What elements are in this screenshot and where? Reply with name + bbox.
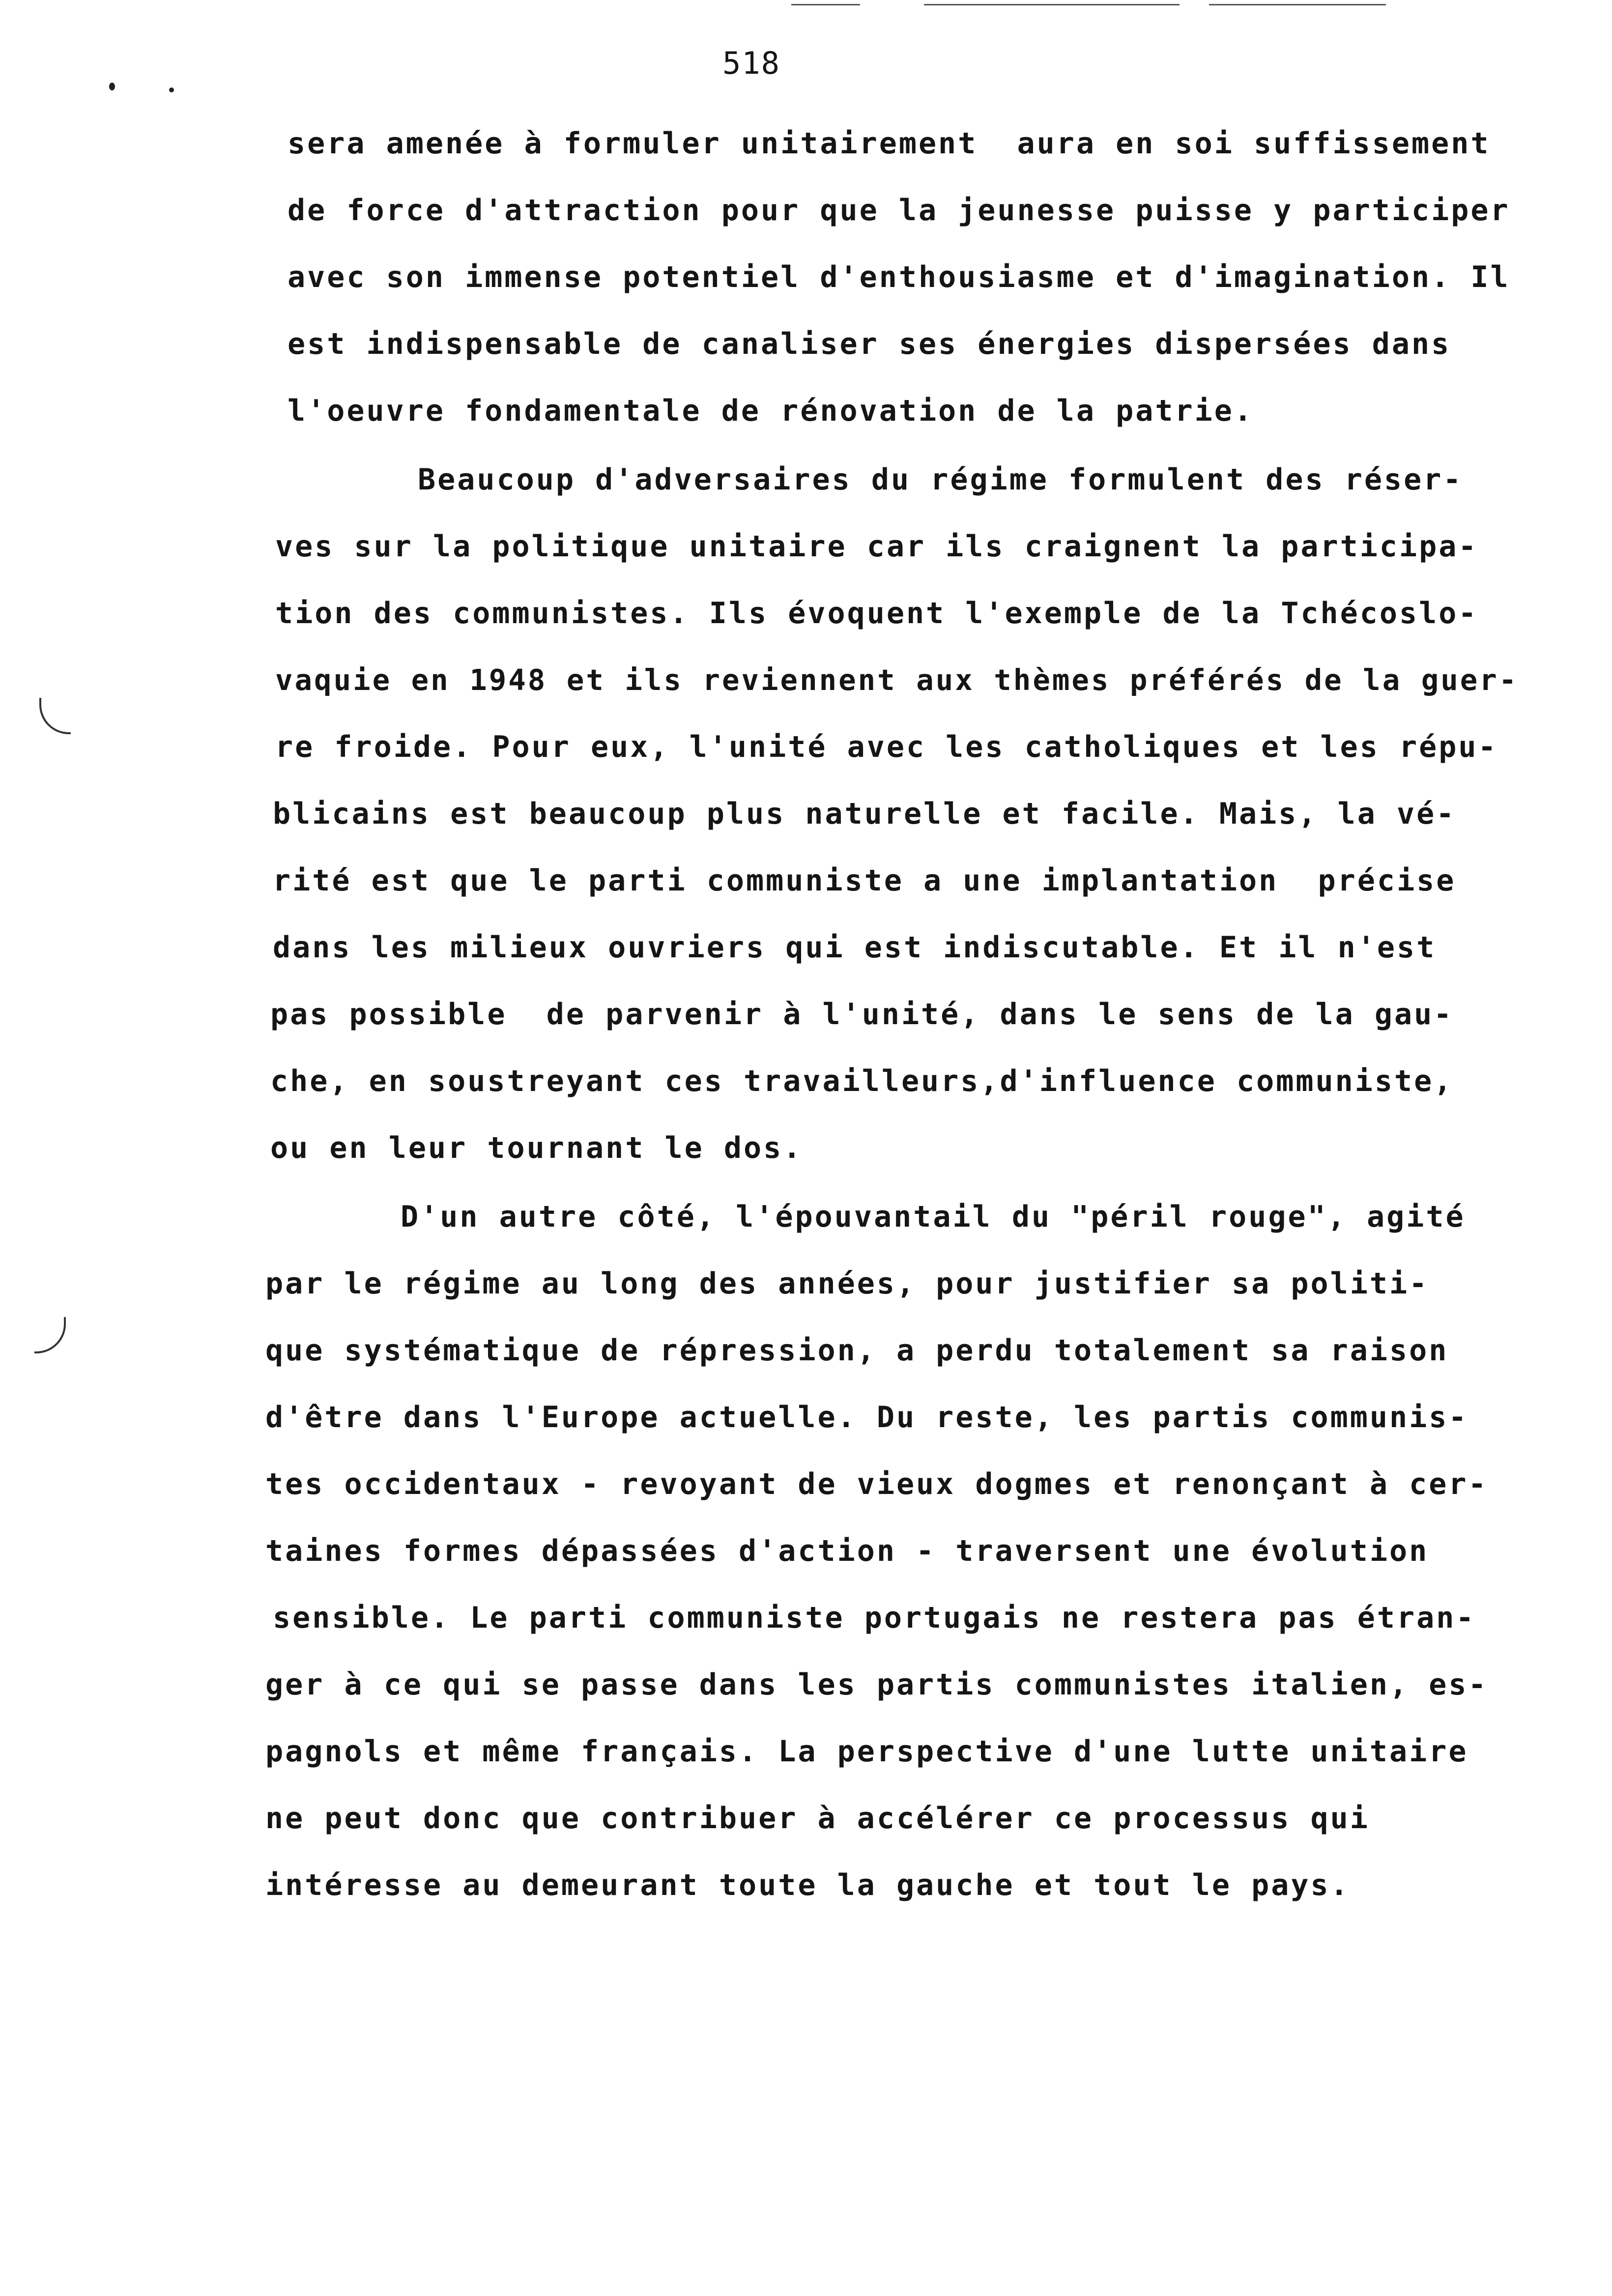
text-line: de force d'attraction pour que la jeunesse puisse y participer — [288, 193, 1510, 228]
text-line: l'oeuvre fondamentale de rénovation de la patrie. — [288, 394, 1254, 428]
text-line: rité est que le parti communiste a une implantation précise — [273, 863, 1456, 898]
text-line: par le régime au long des années, pour justifier sa politi- — [265, 1266, 1429, 1301]
text-line: che, en soustreyant ces travailleurs,d'influence communiste, — [270, 1064, 1454, 1098]
text-line: re froide. Pour eux, l'unité avec les catholiques et les répu- — [275, 730, 1498, 764]
margin-mark — [109, 83, 115, 90]
text-line: D'un autre côté, l'épouvantail du "péril rouge", agité — [401, 1200, 1466, 1234]
text-line: blicains est beaucoup plus naturelle et facile. Mais, la vé- — [273, 797, 1456, 831]
text-line: intéresse au demeurant toute la gauche et tout le pays. — [265, 1868, 1350, 1902]
text-line: vaquie en 1948 et ils reviennent aux thèmes préférés de la guer- — [275, 663, 1519, 697]
text-line: dans les milieux ouvriers qui est indiscutable. Et il n'est — [273, 930, 1437, 965]
text-line: sensible. Le parti communiste portugais ne restera pas étran- — [273, 1601, 1476, 1635]
text-line: ger à ce qui se passe dans les partis communistes italien, es- — [265, 1667, 1488, 1702]
text-line: pagnols et même français. La perspective d'une lutte unitaire — [265, 1734, 1468, 1769]
scan-edge-rule — [924, 4, 1180, 5]
margin-mark — [169, 87, 174, 92]
text-line: ne peut donc que contribuer à accélérer ce processus qui — [265, 1801, 1370, 1836]
text-line: d'être dans l'Europe actuelle. Du reste, les partis communis- — [265, 1400, 1468, 1435]
text-line: sera amenée à formuler unitairement aura en soi suffissement — [288, 126, 1491, 161]
text-line: avec son immense potentiel d'enthousiasme et d'imagination. Il — [288, 260, 1510, 294]
text-line: tes occidentaux - revoyant de vieux dogmes et renonçant à cer- — [265, 1467, 1488, 1501]
margin-pencil-mark — [39, 698, 71, 734]
text-line: Beaucoup d'adversaires du régime formulent des réser- — [418, 462, 1463, 497]
page-number: 518 — [722, 45, 780, 81]
margin-pencil-mark — [34, 1317, 66, 1353]
text-line: taines formes dépassées d'action - traversent une évolution — [265, 1534, 1429, 1568]
text-line: que systématique de répression, a perdu totalement sa raison — [265, 1333, 1449, 1368]
text-line: ou en leur tournant le dos. — [270, 1131, 803, 1165]
scan-edge-rule — [1209, 4, 1386, 5]
text-line: pas possible de parvenir à l'unité, dans le sens de la gau- — [270, 997, 1454, 1032]
scan-edge-rule — [791, 4, 860, 5]
text-line: ves sur la politique unitaire car ils craignent la participa- — [275, 529, 1478, 564]
text-line: tion des communistes. Ils évoquent l'exemple de la Tchécoslo- — [275, 596, 1478, 631]
text-line: est indispensable de canaliser ses énergies dispersées dans — [288, 327, 1451, 361]
